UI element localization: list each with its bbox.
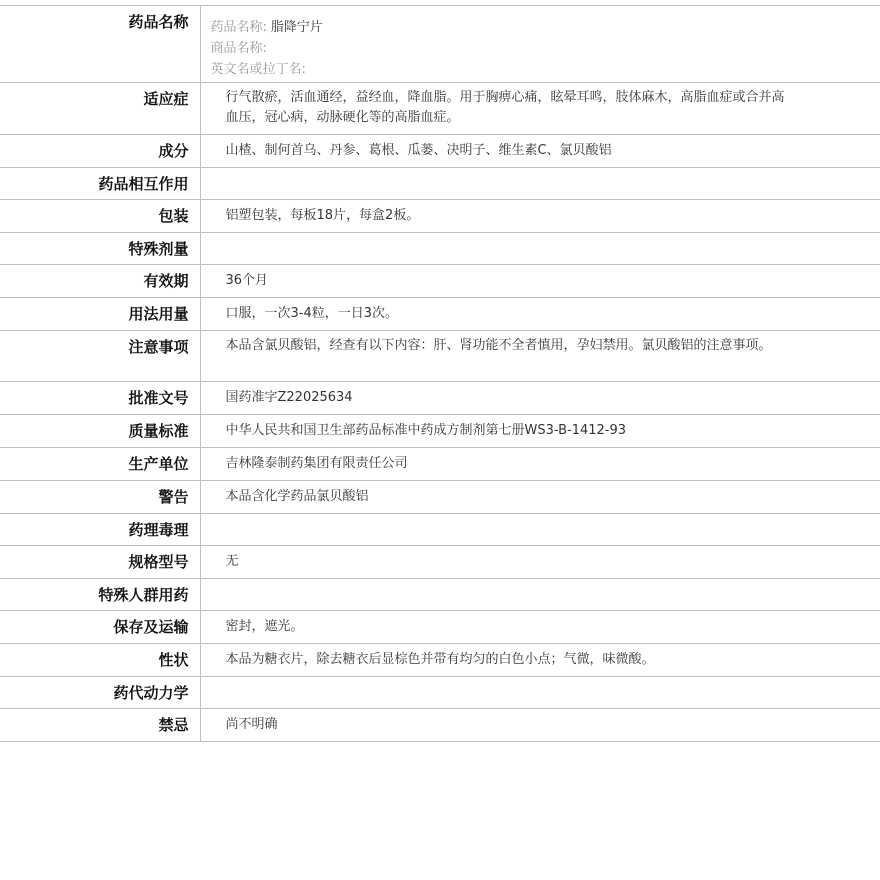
row-label: 禁忌	[0, 709, 200, 742]
row-dosage	[0, 298, 880, 331]
name-value-cell	[200, 6, 880, 83]
row-label: 注意事项	[0, 331, 200, 382]
row-indications	[0, 83, 880, 135]
trade-name-label: 商品名称:	[210, 41, 267, 56]
row-value: 尚不明确	[200, 709, 880, 742]
row-label: 警告	[0, 481, 200, 514]
row-value: 无	[200, 546, 880, 579]
row-label: 特殊剂量	[0, 233, 200, 265]
row-label: 规格型号	[0, 546, 200, 579]
row-label: 用法用量	[0, 298, 200, 331]
row-pharmacology	[0, 514, 880, 546]
row-interactions	[0, 168, 880, 200]
row-storage	[0, 611, 880, 644]
row-shelf-life	[0, 265, 880, 298]
row-value: 本品含氯贝酸铝，经查有以下内容：肝、肾功能不全者慎用，孕妇禁用。氯贝酸铝的注意事项。	[200, 331, 880, 382]
drug-name-value: 脂降宁片	[270, 20, 323, 35]
row-label: 药品相互作用	[0, 168, 200, 200]
row-value	[200, 233, 880, 265]
row-label: 适应症	[0, 83, 200, 135]
row-label: 包装	[0, 200, 200, 233]
row-label: 药品名称	[0, 6, 200, 83]
row-approval-number	[0, 382, 880, 415]
row-precautions	[0, 331, 880, 382]
row-value	[200, 677, 880, 709]
row-value: 36个月	[200, 265, 880, 298]
row-warning	[0, 481, 880, 514]
trade-name-line	[211, 38, 861, 59]
drug-name-label: 药品名称:	[210, 20, 267, 35]
row-value: 中华人民共和国卫生部药品标准中药成方制剂第七册WS3-B-1412-93	[200, 415, 880, 448]
row-label: 特殊人群用药	[0, 579, 200, 611]
english-name-label: 英文名或拉丁名:	[210, 62, 306, 77]
english-name-line	[211, 59, 861, 80]
row-label: 保存及运输	[0, 611, 200, 644]
row-description	[0, 644, 880, 677]
row-label: 药代动力学	[0, 677, 200, 709]
row-value	[200, 514, 880, 546]
row-label: 药理毒理	[0, 514, 200, 546]
row-drug-name	[0, 6, 880, 83]
row-label: 质量标准	[0, 415, 200, 448]
drug-info-sheet	[0, 5, 880, 742]
row-label: 批准文号	[0, 382, 200, 415]
row-value: 本品含化学药品氯贝酸铝	[200, 481, 880, 514]
row-ingredients	[0, 135, 880, 168]
row-value	[200, 168, 880, 200]
row-special-dosage	[0, 233, 880, 265]
row-value: 铝塑包装，每板18片，每盒2板。	[200, 200, 880, 233]
row-specification	[0, 546, 880, 579]
drug-name-line	[211, 17, 861, 38]
row-value	[200, 579, 880, 611]
row-value: 口服，一次3-4粒，一日3次。	[200, 298, 880, 331]
row-value: 国药准字Z22025634	[200, 382, 880, 415]
row-value: 密封，遮光。	[200, 611, 880, 644]
row-label: 性状	[0, 644, 200, 677]
row-value: 山楂、制何首乌、丹参、葛根、瓜蒌、决明子、维生素C、氯贝酸铝	[200, 135, 880, 168]
drug-info-table	[0, 5, 880, 742]
row-contraindications	[0, 709, 880, 742]
row-manufacturer	[0, 448, 880, 481]
row-label: 生产单位	[0, 448, 200, 481]
row-pharmacokinetics	[0, 677, 880, 709]
row-packaging	[0, 200, 880, 233]
row-special-populations	[0, 579, 880, 611]
row-value: 行气散瘀，活血通经，益经血，降血脂。用于胸痹心痛，眩晕耳鸣，肢体麻木，高脂血症或合并高血压，冠心病，动脉硬化等的高脂血症。	[200, 83, 880, 135]
row-label: 成分	[0, 135, 200, 168]
row-quality-standard	[0, 415, 880, 448]
row-value: 本品为糖衣片，除去糖衣后显棕色并带有均匀的白色小点；气微，味微酸。	[200, 644, 880, 677]
row-label: 有效期	[0, 265, 200, 298]
row-value: 吉林隆泰制药集团有限责任公司	[200, 448, 880, 481]
